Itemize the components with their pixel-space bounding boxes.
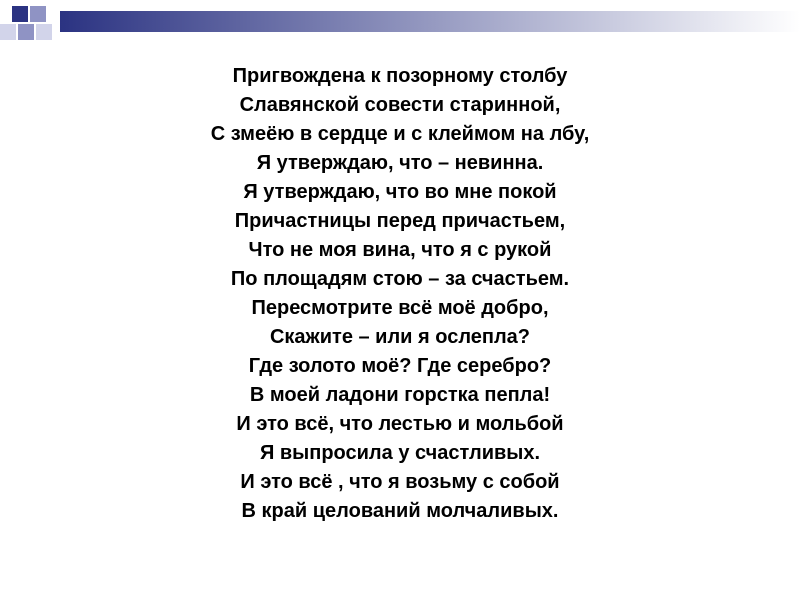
poem-line: Я утверждаю, что во мне покой [243,181,557,203]
poem-line: Славянской совести старинной, [239,94,561,116]
ornament-square [36,24,52,40]
corner-squares-ornament [0,0,60,44]
poem-line: Скажите – или я ослепла? [269,326,531,348]
poem-line: Я выпросила у счастливых. [259,442,541,464]
poem-line: Я утверждаю, что – невинна. [256,152,544,174]
ornament-square [0,24,16,40]
poem-line: В край целований молчаливых. [241,500,559,522]
poem-line: Что не моя вина, что я с рукой [248,239,552,261]
poem-line: Причастницы перед причастьем, [234,210,566,232]
poem-line: Пересмотрите всё моё добро, [251,297,549,319]
ornament-square [12,6,28,22]
poem-line: С змеёю в сердце и с клеймом на лбу, [210,123,590,145]
poem-line: И это всё , что я возьму с собой [240,471,560,493]
ornament-square [30,6,46,22]
title-gradient-bar [60,11,800,32]
poem-line: Где золото моё? Где серебро? [248,355,552,377]
poem-text [0,62,800,526]
poem-line: И это всё, что лестью и мольбой [236,413,564,435]
poem-line: Пригвождена к позорному столбу [232,65,568,87]
header-decoration [0,0,800,44]
poem-line: В моей ладони горстка пепла! [249,384,551,406]
poem-line: По площадям стою – за счастьем. [230,268,570,290]
ornament-square [18,24,34,40]
